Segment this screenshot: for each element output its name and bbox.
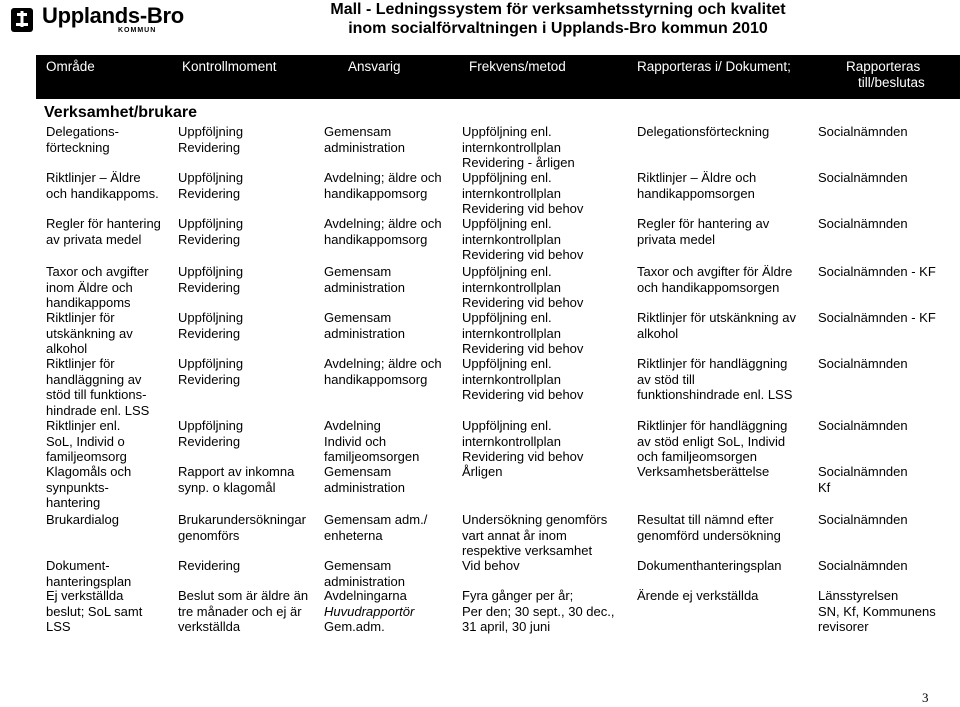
cell-line: handläggning av: [46, 371, 142, 387]
cell-line: Socialnämnden: [818, 356, 908, 371]
cell-line: Ärende ej verkställda: [637, 588, 759, 603]
cell-line: familjeomsorgen: [324, 449, 420, 464]
cell-line: Rapport av inkomna: [178, 464, 295, 479]
cell-line: funktionshindrade enl. LSS: [637, 387, 793, 402]
cell-line: hanteringsplan: [46, 573, 132, 589]
cell-line: Avdelning: [324, 418, 381, 433]
table-cell-c3: [324, 512, 427, 543]
cell-line: Gemensam: [324, 558, 392, 573]
table-cell-c2: [178, 356, 243, 387]
cell-line: Resultat till nämnd efter: [637, 512, 774, 527]
cell-line: handikappomsorg: [324, 371, 428, 387]
table-cell-c5: [637, 588, 758, 604]
cell-line: administration: [324, 573, 405, 589]
cell-line: förteckning: [46, 139, 110, 155]
coat-of-arms-icon: [8, 6, 36, 34]
cell-line: Riktlinjer enl.: [46, 418, 121, 433]
table-cell-c4: [462, 512, 607, 559]
table-cell-c3: [324, 558, 405, 589]
table-cell-c4: [462, 216, 583, 263]
table-cell-c3: [324, 264, 405, 295]
cell-line: internkontrollplan: [462, 433, 562, 449]
cell-line: Huvudrapportör: [324, 603, 415, 619]
cell-line: Riktlinjer för: [46, 356, 115, 371]
table-cell-c5: [637, 216, 769, 247]
table-cell-c3: [324, 464, 405, 495]
table-cell-c6: [818, 216, 908, 232]
table-cell-c1: [46, 310, 133, 357]
cell-line: stöd till funktions-: [46, 387, 147, 402]
logo-wordmark: Upplands-Bro: [42, 3, 184, 28]
header-frekvens: Frekvens/metod: [469, 59, 566, 74]
cell-line: Revidering vid behov: [462, 387, 584, 402]
cell-line: Klagomåls och: [46, 464, 132, 479]
cell-line: Revidering vid behov: [462, 449, 584, 464]
cell-line: verkställda: [178, 619, 241, 634]
cell-line: administration: [324, 279, 405, 295]
table-cell-c4: [462, 588, 615, 635]
cell-line: Uppföljning enl.: [462, 264, 552, 279]
cell-line: Taxor och avgifter: [46, 264, 149, 279]
cell-line: Uppföljning: [178, 124, 244, 139]
table-cell-c6: [818, 418, 908, 434]
table-cell-c2: [178, 310, 243, 341]
cell-line: Gemensam: [324, 464, 392, 479]
cell-line: och handikappoms.: [46, 185, 159, 201]
document-title: [298, 0, 818, 38]
table-cell-c2: [178, 216, 243, 247]
cell-line: Regler för hantering av: [637, 216, 770, 231]
cell-line: Individ och: [324, 433, 387, 449]
cell-line: Fyra gånger per år;: [462, 588, 574, 603]
cell-line: Riktlinjer för utskänkning av: [637, 310, 796, 325]
cell-line: Socialnämnden: [818, 170, 908, 185]
cell-line: Riktlinjer för: [46, 310, 115, 325]
table-cell-c3: [324, 310, 405, 341]
cell-line: Brukarundersökningar: [178, 512, 306, 527]
table-cell-c2: [178, 464, 294, 495]
table-cell-c2: [178, 558, 240, 574]
cell-line: Per den; 30 sept., 30 dec.,: [462, 603, 615, 619]
table-cell-c3: [324, 216, 442, 247]
cell-line: Socialnämnden - KF: [818, 264, 936, 279]
cell-line: Avdelning; äldre och: [324, 170, 442, 185]
table-cell-c2: [178, 124, 243, 155]
cell-line: Revidering: [178, 139, 241, 155]
cell-line: Socialnämnden: [818, 216, 908, 231]
cell-line: privata medel: [637, 231, 716, 247]
cell-line: Gemensam adm./: [324, 512, 428, 527]
cell-line: Delegationsförteckning: [637, 124, 770, 139]
cell-line: internkontrollplan: [462, 139, 562, 155]
cell-line: beslut; SoL samt: [46, 603, 143, 619]
table-cell-c5: [637, 512, 781, 543]
table-cell-c5: [637, 558, 782, 574]
cell-line: administration: [324, 479, 405, 495]
page-number: 3: [922, 690, 929, 705]
table-cell-c3: [324, 124, 405, 155]
cell-line: Uppföljning: [178, 418, 244, 433]
cell-line: Ej verkställda: [46, 588, 124, 603]
cell-line: Uppföljning enl.: [462, 170, 552, 185]
table-cell-c1: [46, 558, 131, 589]
cell-line: vart annat år inom: [462, 527, 567, 543]
table-cell-c2: [178, 170, 243, 201]
cell-line: Verksamhetsberättelse: [637, 464, 770, 479]
cell-line: Regler för hantering: [46, 216, 161, 231]
header-beslutas-2: till/beslutas: [858, 75, 925, 90]
header-beslutas-1: Rapporteras: [846, 59, 921, 74]
cell-line: Gemensam: [324, 310, 392, 325]
cell-line: respektive verksamhet: [462, 543, 593, 558]
cell-line: 31 april, 30 juni: [462, 619, 551, 634]
cell-line: Uppföljning: [178, 310, 244, 325]
table-cell-c1: [46, 356, 149, 418]
cell-line: hindrade enl. LSS: [46, 402, 150, 418]
cell-line: handikappomsorg: [324, 231, 428, 247]
cell-line: revisorer: [818, 619, 869, 634]
cell-line: internkontrollplan: [462, 279, 562, 295]
cell-line: Revidering: [178, 371, 241, 387]
table-cell-c5: [637, 264, 792, 295]
cell-line: alkohol: [46, 341, 88, 356]
cell-line: Riktlinjer för handläggning: [637, 418, 788, 433]
cell-line: Årligen: [462, 464, 503, 479]
cell-line: Revidering: [178, 325, 241, 341]
cell-line: Vid behov: [462, 558, 520, 573]
table-cell-c2: [178, 264, 243, 295]
table-cell-c1: [46, 216, 161, 247]
cell-line: SoL, Individ o: [46, 433, 125, 449]
cell-line: Revidering vid behov: [462, 247, 584, 262]
cell-line: administration: [324, 139, 405, 155]
cell-line: Uppföljning enl.: [462, 356, 552, 371]
cell-line: Socialnämnden: [818, 124, 908, 139]
cell-line: Riktlinjer för handläggning: [637, 356, 788, 371]
cell-line: utskänkning av: [46, 325, 133, 341]
table-cell-c4: [462, 170, 583, 217]
cell-line: Revidering: [178, 231, 241, 247]
table-cell-c2: [178, 588, 308, 635]
cell-line: Gemensam: [324, 264, 392, 279]
cell-line: Gemensam: [324, 124, 392, 139]
table-header: [36, 55, 960, 99]
table-cell-c1: [46, 464, 131, 511]
cell-line: Avdelning; äldre och: [324, 216, 442, 231]
cell-line: Uppföljning enl.: [462, 216, 552, 231]
table-cell-c5: [637, 356, 792, 403]
cell-line: Uppföljning enl.: [462, 310, 552, 325]
cell-line: Beslut som är äldre än: [178, 588, 309, 603]
table-cell-c1: [46, 588, 142, 635]
table-cell-c4: [462, 464, 502, 480]
document-title-line2: inom socialförvaltningen i Upplands-Bro kommun 2010: [348, 20, 768, 37]
cell-line: Taxor och avgifter för Äldre: [637, 264, 793, 279]
cell-line: genomförd undersökning: [637, 527, 781, 543]
section-heading: Verksamhet/brukare: [44, 104, 197, 121]
cell-line: internkontrollplan: [462, 185, 562, 201]
cell-line: Revidering: [178, 279, 241, 295]
table-cell-c4: [462, 310, 583, 357]
cell-line: Dokumenthanteringsplan: [637, 558, 782, 573]
cell-line: Revidering: [178, 558, 241, 573]
cell-line: hantering: [46, 495, 101, 510]
table-cell-c2: [178, 512, 306, 543]
table-cell-c2: [178, 418, 243, 449]
cell-line: Uppföljning: [178, 356, 244, 371]
table-cell-c4: [462, 356, 583, 403]
table-cell-c3: [324, 418, 419, 465]
table-cell-c4: [462, 264, 583, 311]
table-cell-c6: [818, 356, 908, 372]
table-cell-c5: [637, 124, 769, 140]
table-cell-c3: [324, 170, 442, 201]
table-cell-c1: [46, 264, 149, 311]
cell-line: Revidering vid behov: [462, 201, 584, 216]
cell-line: internkontrollplan: [462, 231, 562, 247]
header-rapporteras: Rapporteras i/ Dokument;: [637, 59, 791, 74]
cell-line: internkontrollplan: [462, 325, 562, 341]
cell-line: Revidering: [178, 433, 241, 449]
cell-line: Socialnämnden: [818, 418, 908, 433]
table-cell-c6: [818, 512, 908, 528]
cell-line: Revidering - årligen: [462, 155, 575, 170]
cell-line: handikappoms: [46, 295, 131, 310]
cell-line: av stöd till: [637, 371, 695, 387]
cell-line: Socialnämnden: [818, 558, 908, 573]
table-cell-c5: [637, 464, 769, 480]
cell-line: Kf: [818, 479, 831, 495]
cell-line: och familjeomsorgen: [637, 449, 757, 464]
table-cell-c5: [637, 170, 756, 201]
cell-line: av stöd enligt SoL, Individ: [637, 433, 786, 449]
cell-line: Revidering vid behov: [462, 341, 584, 356]
cell-line: Revidering: [178, 185, 241, 201]
cell-line: inom Äldre och: [46, 279, 133, 295]
cell-line: Riktlinjer – Äldre och: [637, 170, 757, 185]
cell-line: Avdelning; äldre och: [324, 356, 442, 371]
cell-line: och handikappomsorgen: [637, 279, 780, 295]
table-cell-c1: [46, 418, 127, 465]
cell-line: Länsstyrelsen: [818, 588, 899, 603]
cell-line: Uppföljning: [178, 170, 244, 185]
table-cell-c6: [818, 264, 936, 280]
cell-line: Delegations-: [46, 124, 119, 139]
cell-line: Riktlinjer – Äldre: [46, 170, 141, 185]
cell-line: Brukardialog: [46, 512, 119, 527]
cell-line: alkohol: [637, 325, 679, 341]
cell-line: tre månader och ej är: [178, 603, 302, 619]
cell-line: Socialnämnden: [818, 512, 908, 527]
cell-line: synpunkts-: [46, 479, 109, 495]
cell-line: Uppföljning: [178, 216, 244, 231]
table-cell-c4: [462, 124, 575, 171]
table-cell-c6: [818, 124, 908, 140]
table-cell-c6: [818, 558, 908, 574]
logo-subtext: KOMMUN: [118, 27, 157, 34]
table-cell-c4: [462, 418, 583, 465]
cell-line: familjeomsorg: [46, 449, 127, 464]
cell-line: Revidering vid behov: [462, 295, 584, 310]
table-cell-c4: [462, 558, 520, 574]
cell-line: enheterna: [324, 527, 383, 543]
cell-line: handikappomsorg: [324, 185, 428, 201]
cell-line: administration: [324, 325, 405, 341]
header-ansvarig: Ansvarig: [348, 59, 401, 74]
cell-line: synp. o klagomål: [178, 479, 276, 495]
table-cell-c6: [818, 464, 908, 495]
header-omrade: Område: [46, 59, 95, 74]
table-cell-c3: [324, 356, 442, 387]
header-kontrollmoment: Kontrollmoment: [182, 59, 277, 74]
cell-line: Socialnämnden: [818, 464, 908, 479]
cell-line: genomförs: [178, 527, 240, 543]
table-cell-c5: [637, 418, 787, 465]
cell-line: Uppföljning enl.: [462, 124, 552, 139]
cell-line: Gem.adm.: [324, 619, 385, 634]
table-cell-c1: [46, 170, 159, 201]
table-cell-c3: [324, 588, 414, 635]
cell-line: Uppföljning: [178, 264, 244, 279]
document-title-line1: Mall - Ledningssystem för verksamhetsstyrning och kvalitet: [330, 1, 786, 18]
municipality-logo: [8, 4, 198, 38]
table-cell-c6: [818, 170, 908, 186]
cell-line: internkontrollplan: [462, 371, 562, 387]
table-cell-c5: [637, 310, 796, 341]
cell-line: Avdelningarna: [324, 588, 407, 603]
cell-line: LSS: [46, 619, 71, 634]
table-cell-c1: [46, 124, 119, 155]
table-cell-c1: [46, 512, 119, 528]
cell-line: av privata medel: [46, 231, 142, 247]
table-cell-c6: [818, 310, 936, 326]
cell-line: Undersökning genomförs: [462, 512, 608, 527]
table-cell-c6: [818, 588, 936, 635]
cell-line: Dokument-: [46, 558, 110, 573]
cell-line: handikappomsorgen: [637, 185, 755, 201]
cell-line: SN, Kf, Kommunens: [818, 603, 936, 619]
cell-line: Socialnämnden - KF: [818, 310, 936, 325]
cell-line: Uppföljning enl.: [462, 418, 552, 433]
